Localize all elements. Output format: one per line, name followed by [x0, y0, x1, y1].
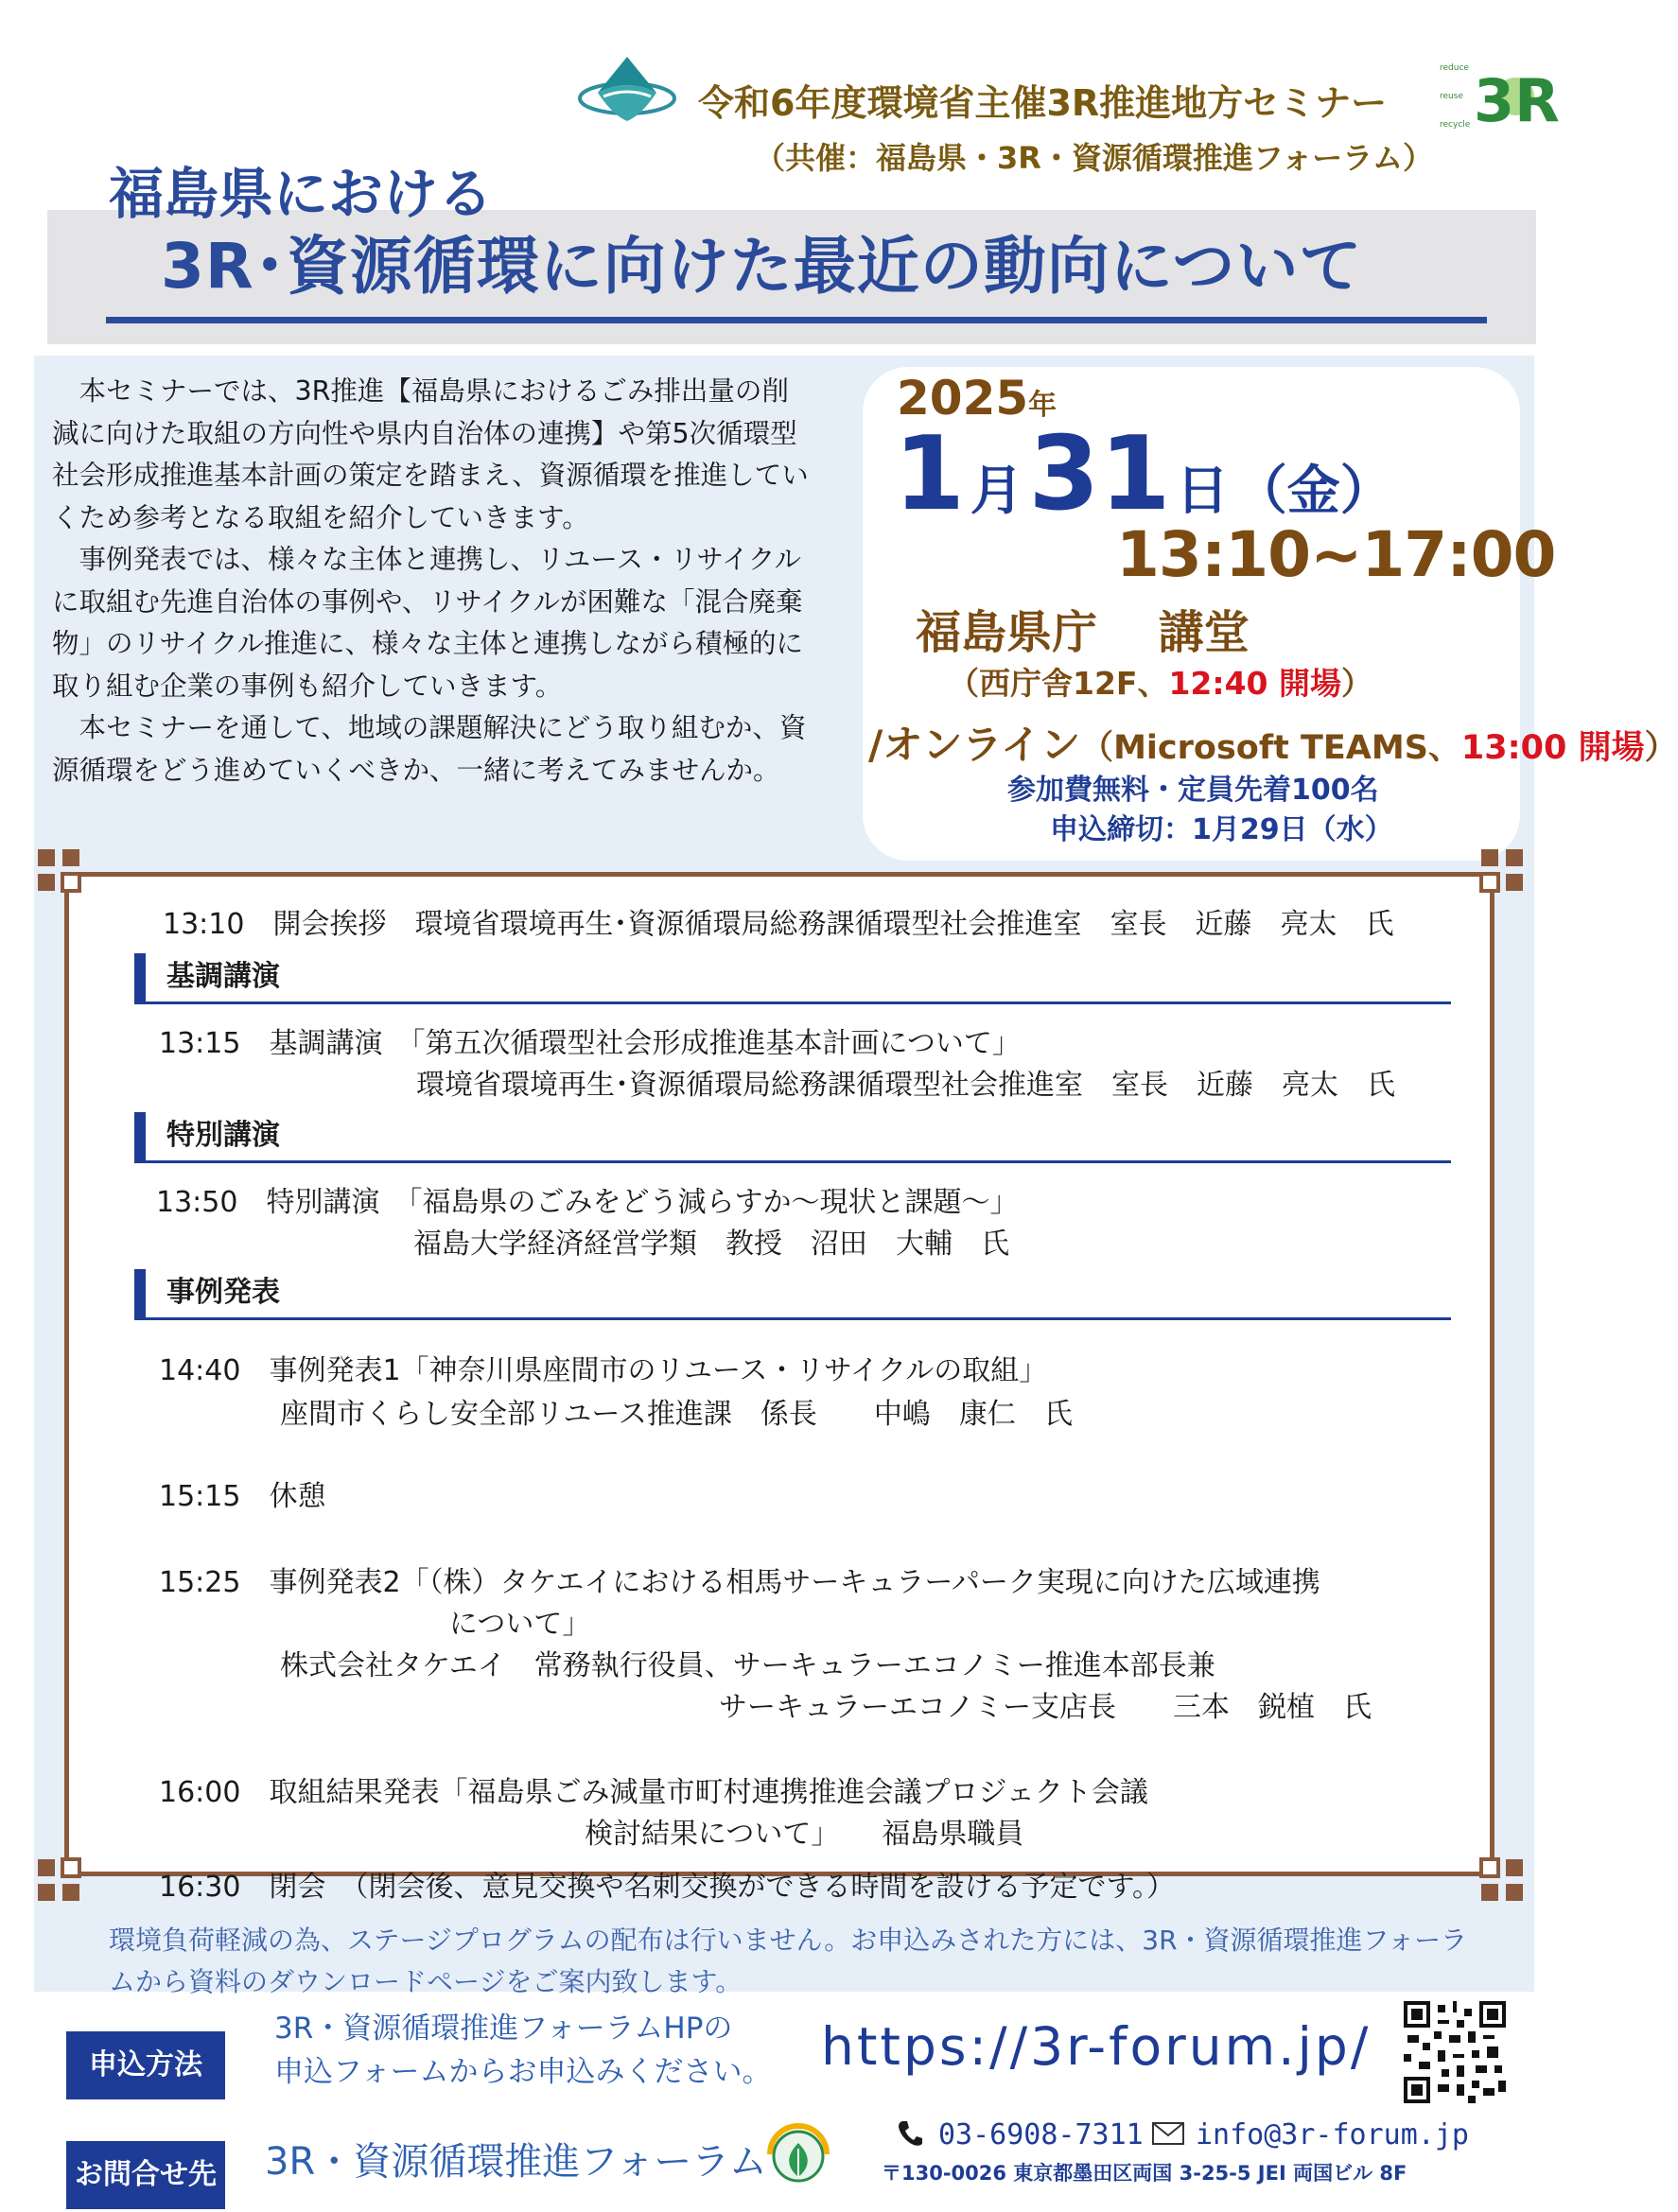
- intro-paragraph-2: 事例発表では、様々な主体と連携し、リユース・リサイクルに取組む先進自治体の事例や、リサイクルが困難な「混合廃棄物」のリサイクル推進に、様々な主体と連携しながら積極的に取り組む企業の事例も紹介していきます。: [52, 544, 804, 702]
- keynote-line1: 13:15 基調講演 「第五次循環型社会形成推進基本計画について」: [159, 1027, 1021, 1060]
- event-weekday: （金）: [1233, 461, 1393, 522]
- phone-icon: [897, 2119, 923, 2148]
- seminar-title: 令和6年度環境省主催3R推進地方セミナー: [698, 82, 1388, 124]
- apply-line2: 申込フォームからお申込みください。: [274, 2055, 772, 2089]
- event-day: 31: [1028, 415, 1171, 533]
- program-opening: 13:10 開会挨拶 環境省環境再生･資源循環局総務課循環型社会推進室 室長 近藤 亮太 氏: [163, 908, 1394, 941]
- contact-mail[interactable]: info@3r-forum.jp: [1196, 2118, 1469, 2151]
- case2-line2: について」: [449, 1608, 591, 1641]
- online-open-time: 13:00 開場: [1460, 729, 1645, 767]
- contact-org: 3R・資源循環推進フォーラム: [265, 2140, 767, 2184]
- event-day-unit: 日: [1176, 461, 1230, 522]
- contact-address: 〒130-0026 東京都墨田区両国 3-25-5 JEI 両国ビル 8F: [882, 2162, 1407, 2185]
- mail-icon: [1152, 2122, 1184, 2145]
- event-year-value: 2025: [897, 371, 1029, 426]
- logo-3r-icon: [1440, 59, 1560, 135]
- distribution-note: 環境負荷軽減の為、ステージプログラムの配布は行いません。お申込みされた方には、3R・資源循環推進フォーラムから資料のダウンロードページをご案内致します。: [109, 1925, 1468, 1997]
- program-break: 15:15 休憩: [159, 1480, 326, 1513]
- qr-code-icon[interactable]: [1404, 2001, 1506, 2103]
- section-cases: 事例発表: [134, 1269, 1451, 1320]
- page-title: 3R･資源循環に向けた最近の動向について: [161, 230, 1363, 303]
- case2-line1: 15:25 事例発表2「（株）タケエイにおける相馬サーキュラーパーク実現に向けた広域連携: [159, 1566, 1320, 1599]
- online-label: /オンライン: [868, 722, 1081, 768]
- venue-sub-pre: （西庁舎12F、: [948, 665, 1169, 702]
- case1-line2: 座間市くらし安全部リユース推進課 係長 中嶋 康仁 氏: [280, 1398, 1073, 1431]
- event-fee: 参加費無料・定員先着100名: [1007, 774, 1379, 807]
- intro-paragraph-3: 本セミナーを通して、地域の課題解決にどう取り組むか、資源循環をどう進めていくべきか、一緒に考えてみませんか。: [52, 712, 807, 786]
- title-line1: 福島県における: [109, 162, 494, 226]
- special-line2: 福島大学経済経営学類 教授 沼田 大輔 氏: [413, 1228, 1009, 1261]
- online-post: ）: [1644, 729, 1678, 767]
- event-deadline: 申込締切：1月29日（水）: [1050, 813, 1393, 846]
- logo-3r-word-reuse: reuse: [1440, 92, 1463, 101]
- event-year-unit: 年: [1028, 389, 1057, 422]
- intro-text: [52, 371, 809, 792]
- case1-line1: 14:40 事例発表1「神奈川県座間市のリユース・リサイクルの取組」: [159, 1354, 1048, 1387]
- apply-line1: 3R・資源循環推進フォーラムHPの: [274, 2012, 733, 2046]
- logo-3r-text: 3R: [1474, 66, 1560, 135]
- corner-ornament-br: [1457, 1835, 1523, 1901]
- case2-line4: サーキュラーエコノミー支店長 三本 鋭植 氏: [719, 1691, 1372, 1724]
- program-closing: 16:30 閉会 （閉会後、意見交換や名刺交換ができる時間を設ける予定です。）: [159, 1871, 1176, 1904]
- special-line1: 13:50 特別講演 「福島県のごみをどう減らすか～現状と課題～」: [156, 1186, 1019, 1219]
- corner-ornament-tl: [38, 849, 104, 915]
- apply-text: [274, 2007, 771, 2094]
- case2-line3: 株式会社タケエイ 常務執行役員、サーキュラーエコノミー推進本部長兼: [280, 1649, 1215, 1682]
- logo-3r-word-reduce: reduce: [1440, 63, 1469, 73]
- seminar-cohost: （共催：福島県・3R・資源循環推進フォーラム）: [755, 140, 1433, 176]
- event-venue: 福島県庁 講堂: [916, 606, 1250, 659]
- venue-sub-post: ）: [1341, 665, 1372, 702]
- event-time: 13:10~17:00: [1116, 518, 1556, 591]
- online-pre: （Microsoft TEAMS、: [1080, 729, 1461, 767]
- venue-open-time: 12:40 開場: [1168, 665, 1341, 702]
- corner-ornament-bl: [38, 1835, 104, 1901]
- ministry-logo-icon: [575, 49, 679, 131]
- section-special: 特別講演: [134, 1112, 1451, 1163]
- event-month: 1: [894, 415, 966, 533]
- event-month-unit: 月: [970, 461, 1023, 522]
- contact-tel: 03-6908-7311: [938, 2118, 1144, 2151]
- logo-3r-word-recycle: recycle: [1440, 120, 1471, 130]
- section-keynote: 基調講演: [134, 953, 1451, 1004]
- corner-ornament-tr: [1457, 849, 1523, 915]
- contact-tag: お問合せ先: [66, 2141, 225, 2209]
- intro-paragraph-1: 本セミナーでは、3R推進【福島県におけるごみ排出量の削減に向けた取組の方向性や県内自治体の連携】や第5次循環型社会形成推進基本計画の策定を踏まえ、資源循環を推進していくため参考となる取組を紹介していきます。: [52, 375, 809, 533]
- title-underline: [106, 317, 1487, 323]
- forum-logo-icon: [760, 2115, 836, 2190]
- event-date: [894, 415, 1393, 533]
- forum-url-link[interactable]: https://3r-forum.jp/: [821, 2016, 1372, 2077]
- apply-tag: 申込方法: [66, 2031, 225, 2099]
- event-online: [868, 714, 1678, 771]
- result-line1: 16:00 取組結果発表「福島県ごみ減量市町村連携推進会議プロジェクト会議: [159, 1776, 1148, 1809]
- event-venue-sub: [948, 659, 1372, 704]
- result-line2: 検討結果について」 福島県職員: [585, 1818, 1024, 1851]
- keynote-line2: 環境省環境再生･資源循環局総務課循環型社会推進室 室長 近藤 亮太 氏: [416, 1069, 1395, 1102]
